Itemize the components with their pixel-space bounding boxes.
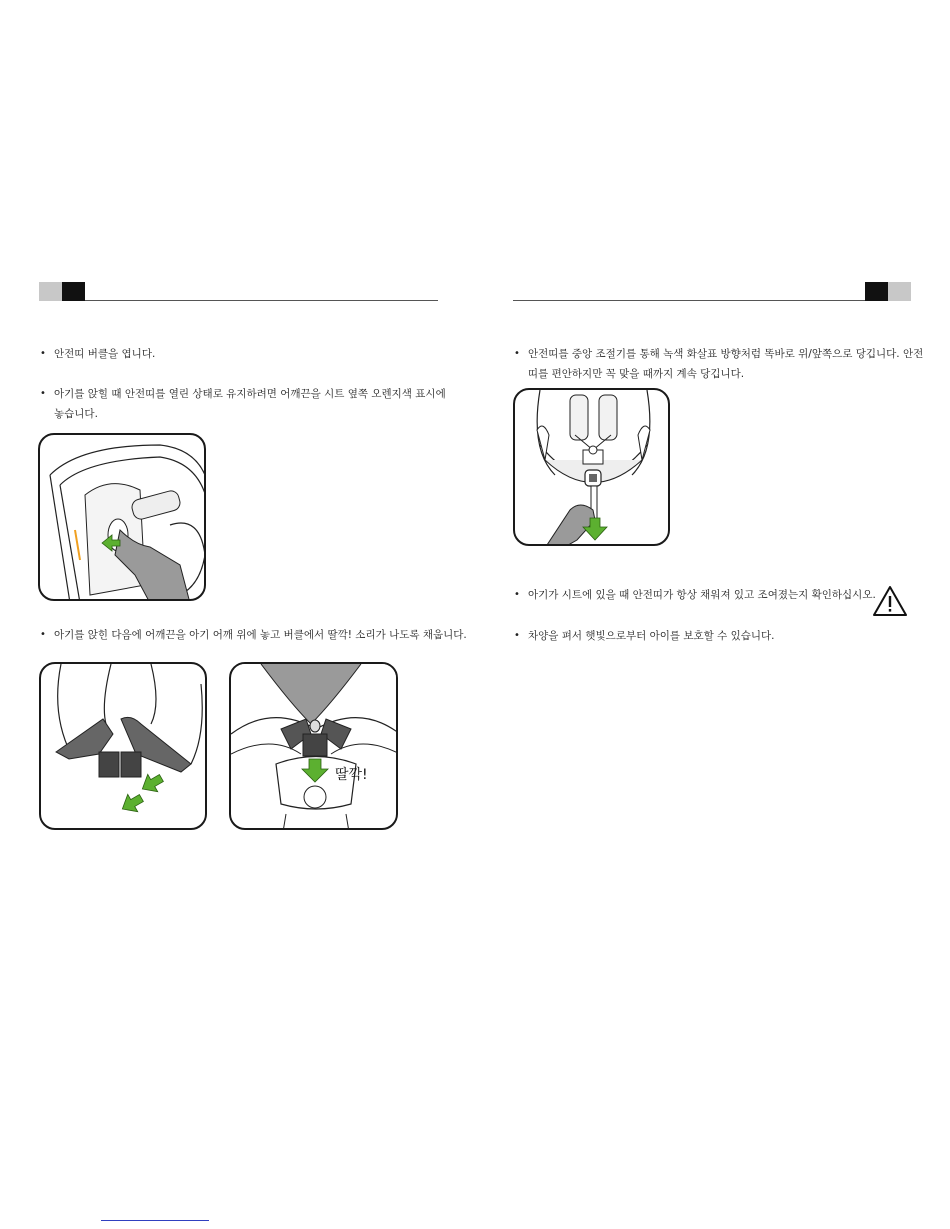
bullet-dot: • (40, 348, 46, 359)
illustration-pull-strap (513, 388, 670, 546)
right-header-rule (513, 300, 865, 301)
left-header-rule (85, 300, 438, 301)
left-header-black-block (62, 282, 85, 301)
right-header-gray-block (888, 282, 911, 301)
buckle-tongues-drawing (41, 664, 207, 830)
left-header-gray-block (39, 282, 62, 301)
bullet-dot: • (514, 348, 520, 359)
right-bullet-1-text: 안전띠를 중앙 조절기를 통해 녹색 화살표 방향처럼 똑바로 위/앞쪽으로 당깁니다. 안전띠를 편안하지만 꼭 맞을 때까지 계속 당깁니다. (528, 348, 924, 380)
bullet-dot: • (40, 629, 46, 640)
right-bullet-3 (514, 626, 928, 646)
left-bullet-1 (40, 344, 454, 364)
strap-marker-drawing (40, 435, 206, 601)
green-arrow-icon (137, 769, 166, 797)
illustration-buckle-tongues (39, 662, 207, 830)
left-bullet-1-text: 안전띠 버클을 엽니다. (54, 348, 156, 360)
click-sound-label: 딸깍! (335, 767, 368, 783)
footer-blue-line (101, 1220, 209, 1221)
green-arrow-icon (117, 789, 146, 817)
bullet-dot: • (514, 630, 520, 641)
bullet-dot: • (514, 589, 520, 600)
right-bullet-2 (514, 585, 888, 605)
left-bullet-3-text: 아기를 앉힌 다음에 어깨끈을 아기 어깨 위에 놓고 버클에서 딸깍! 소리가 나도록 채웁니다. (54, 629, 467, 641)
left-bullet-3 (40, 625, 474, 645)
illustration-buckle-click (229, 662, 398, 830)
bullet-dot: • (40, 388, 46, 399)
right-bullet-1 (514, 344, 928, 384)
right-bullet-3-text: 차양을 펴서 햇빛으로부터 아이를 보호할 수 있습니다. (528, 630, 775, 642)
right-bullet-2-text: 아기가 시트에 있을 때 안전띠가 항상 채워져 있고 조여졌는지 확인하십시오. (528, 589, 876, 601)
left-bullet-2 (40, 384, 454, 424)
left-bullet-2-text: 아기를 앉힐 때 안전띠를 열린 상태로 유지하려면 어깨끈을 시트 옆쪽 오렌지색 표시에 놓습니다. (54, 388, 446, 420)
illustration-strap-marker (38, 433, 206, 601)
right-header-black-block (865, 282, 888, 301)
warning-triangle-icon (872, 585, 908, 617)
pull-strap-drawing (515, 390, 670, 546)
buckle-click-drawing (231, 664, 398, 830)
